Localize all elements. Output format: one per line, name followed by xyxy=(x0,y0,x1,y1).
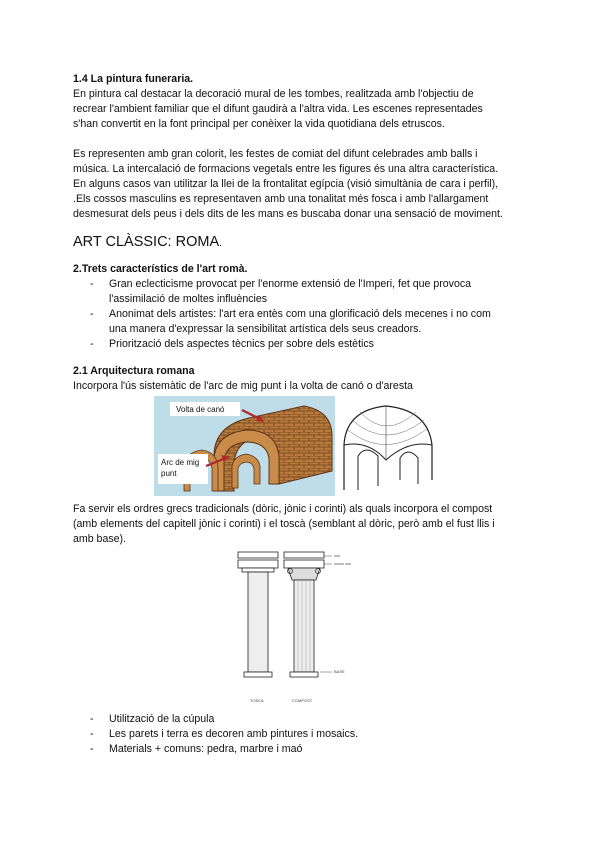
columns-figure xyxy=(232,550,372,708)
composite-shaft xyxy=(294,580,314,672)
bullet-line: una manera d'expressar la sensibilitat artística dels seus creadors. xyxy=(109,323,422,335)
label-arc-line-1: Arc de mig xyxy=(161,458,200,467)
bullet-marker: - xyxy=(90,278,94,290)
vault-outline xyxy=(344,406,432,490)
paragraph-line: Incorpora l'ús sistemàtic de l'arc de mig punt i la volta de canó o d'aresta xyxy=(73,380,413,392)
bullet-line: Priorització dels aspectes tècnics per sobre dels estètics xyxy=(109,338,374,350)
paragraph-line: amb base). xyxy=(73,533,126,545)
paragraph-line: Fa servir els ordres grecs tradicionals (dòric, jònic i corinti) als quals incorpora el compost xyxy=(73,503,493,515)
composite-capital xyxy=(288,568,320,580)
bullet-line: Materials + comuns: pedra, marbre i maó xyxy=(109,743,303,755)
paragraph-line: .Els cossos masculins es representaven amb una tonalitat més fosca i amb l'allargament xyxy=(73,193,489,205)
tuscan-base xyxy=(244,672,272,677)
paragraph-line: música. La intercalació de formacions vegetals entre les figures és una altra característica. xyxy=(73,163,499,175)
bullet-marker: - xyxy=(90,743,94,755)
caption-tosca: TOSCA xyxy=(250,698,264,703)
hatching xyxy=(348,412,428,445)
arch-opening xyxy=(400,452,418,484)
page-title xyxy=(73,233,222,253)
mark-label: xxx xyxy=(334,553,340,558)
bullet-line: Gran eclecticisme provocat per l'enorme extensió de l'Imperi, fet que provoca xyxy=(109,278,472,290)
title-dot: . xyxy=(219,238,222,249)
mark-label: xxxxx xxx xyxy=(334,561,352,566)
bullet-line: Les parets i terra es decoren amb pintures i mosaics. xyxy=(109,728,359,740)
bullet-line: Utilització de la cúpula xyxy=(109,713,215,725)
paragraph-line: En pintura cal destacar la decoració mural de les tombes, realitzada amb l'objectiu de xyxy=(73,88,474,100)
leader-lines xyxy=(320,556,332,672)
arch-opening xyxy=(358,450,378,490)
paragraph-line: recrear l'ambient familiar que el difunt gaudirà a l'altra vida. Les escenes representades xyxy=(73,103,483,115)
bullet-line: l'assimilació de moltes influències xyxy=(109,293,268,305)
caption-compost: COMPOST xyxy=(292,698,313,703)
composite-entablature xyxy=(284,560,324,568)
bullet-marker: - xyxy=(90,308,94,320)
paragraph-line: s'han convertit en la font principal per conèixer la vida quotidiana dels etruscos. xyxy=(73,118,445,130)
bullet-line: Anonimat dels artistes: l'art era entès com una glorificació dels mecenes i no com xyxy=(109,308,491,320)
groin-vault-drawing xyxy=(338,400,438,496)
bullet-marker: - xyxy=(90,338,94,350)
bullet-marker: - xyxy=(90,728,94,740)
vault-line xyxy=(344,444,432,460)
title-text: ART CLÀSSIC: ROMA xyxy=(73,234,220,250)
label-volta-de-cano: Volta de canó xyxy=(176,405,225,414)
paragraph-line: Es representen amb gran colorit, les festes de comiat del difunt celebrades amb balls i xyxy=(73,148,478,160)
section-heading-arquitectura: 2.1 Arquitectura romana xyxy=(73,365,195,377)
section-heading-pintura-funeraria: 1.4 La pintura funeraria. xyxy=(73,73,194,85)
barrel-vault-figure xyxy=(154,396,335,496)
composite-entablature xyxy=(284,552,324,558)
tuscan-shaft xyxy=(248,572,268,672)
tuscan-entablature xyxy=(238,560,278,568)
tuscan-capital xyxy=(242,568,274,572)
composite-base xyxy=(290,672,318,677)
paragraph-line: desmesurat dels peus i dels dits de les mans es buscaba donar una sensació de moviment. xyxy=(73,208,503,220)
paragraph-line: (amb elements del capitell jònic i corinti) i el toscà (semblant al dòric, però amb el fust llis i xyxy=(73,518,495,530)
label-arc-line-2: punt xyxy=(161,469,177,478)
paragraph-line: En alguns casos van utilitzar la llei de la frontalitat egípcia (visió simultània de cara i perfil), xyxy=(73,178,499,190)
section-heading-trets: 2.Trets característics de l'art romà. xyxy=(73,263,248,275)
mark-label: BASE xyxy=(334,669,345,674)
bullet-marker: - xyxy=(90,713,94,725)
tuscan-entablature xyxy=(238,552,278,558)
